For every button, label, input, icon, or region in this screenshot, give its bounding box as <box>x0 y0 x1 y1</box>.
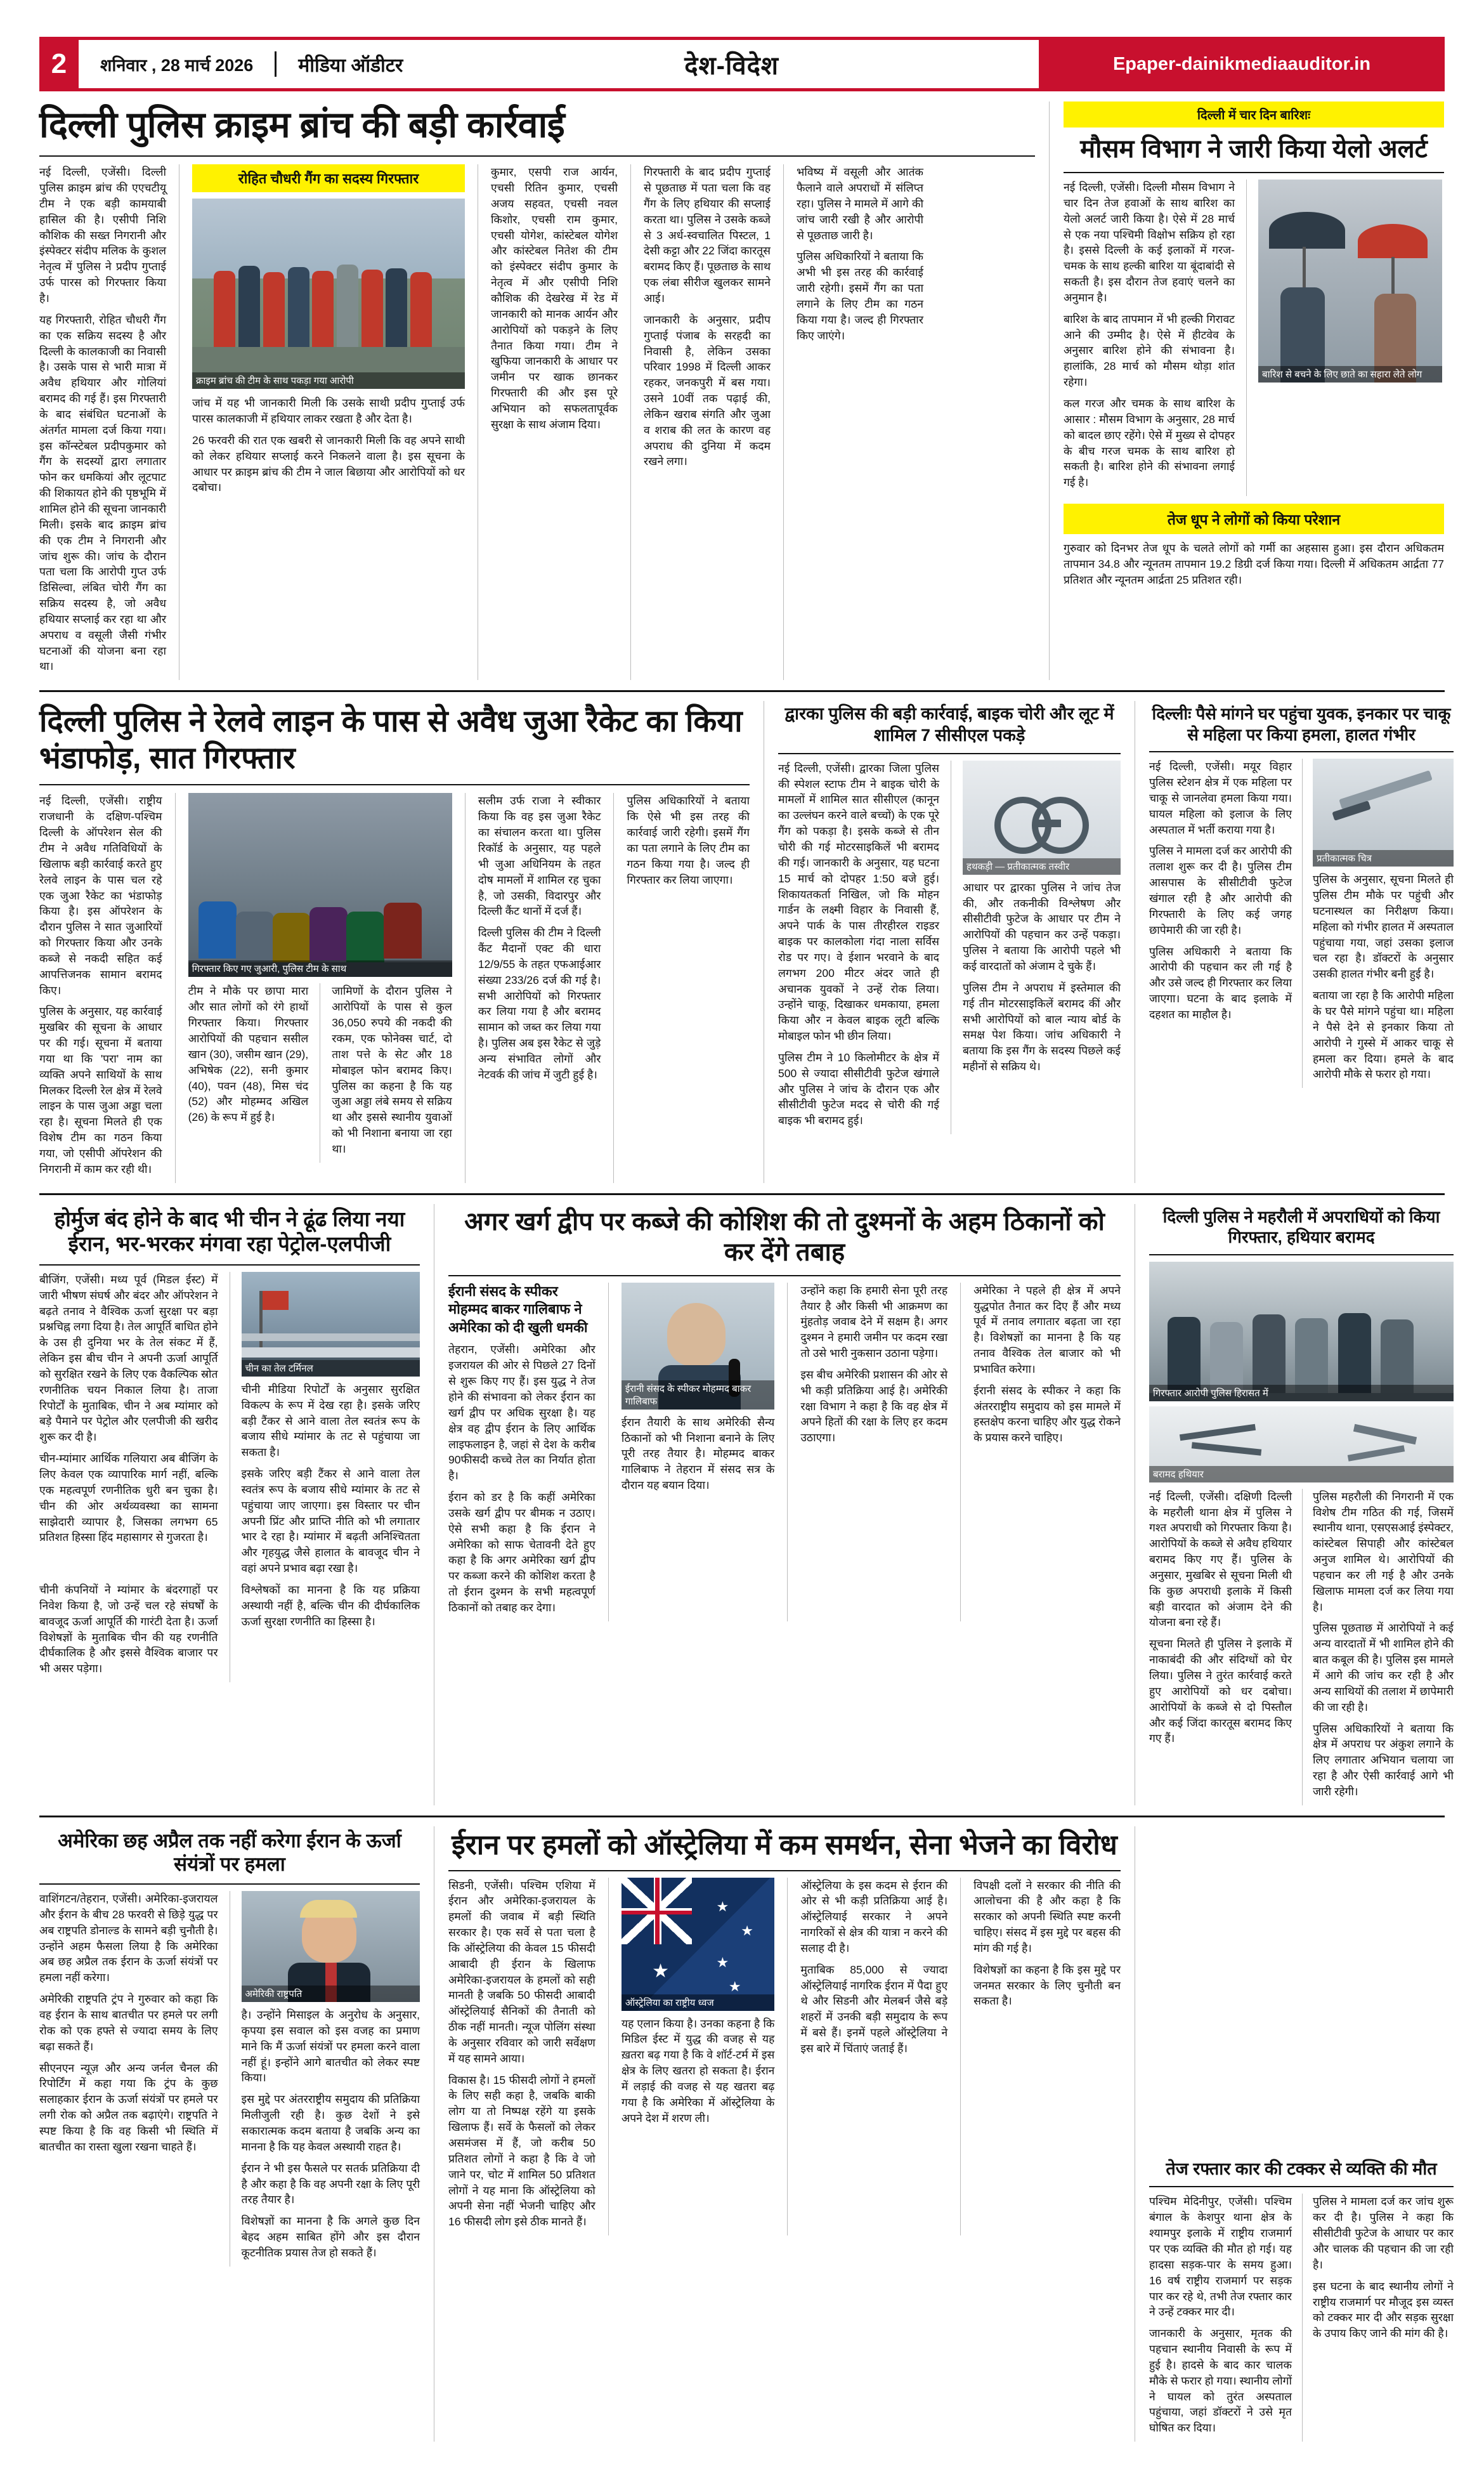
kharg-headline: अगर खर्ग द्वीप पर कब्जे की कोशिश की तो दुश्मनों के अहम ठिकानों को कर देंगे तबाह <box>464 1207 1105 1266</box>
paragraph: जानकारी के अनुसार, मृतक की पहचान स्थानीय निवासी के रूप में हुई है। हादसे के बाद कार चालक मौके से फरार हो गया। स्थानीय लोगों ने घायल को तुरंत अस्पताल पहुंचाया, जहां डॉक्टरों ने उसे मृत घोषित कर दिया। <box>1149 2327 1292 2435</box>
arrest-story <box>1149 1204 1454 1805</box>
attack-headline: दिल्लीः पैसे मांगने घर पहुंचा युवक, इनकार पर चाकू से महिला पर किया हमला, हालत गंभीर <box>1152 704 1451 744</box>
paragraph: है। उन्होंने मिसाइल के अनुरोध के अनुसार, कृपया इस सवाल को इस वजह का प्रमाण माने कि मैं ऊर्जा संयंत्रों पर हमला करने वाला नहीं हूं। इन्होंने आगे बातचीत को लेकर स्पष्ट किया। <box>241 2008 420 2084</box>
paragraph: आधार पर द्वारका पुलिस ने जांच तेज की, और तकनीकी विश्लेषण और सीसीटीवी फुटेज के आधार पर टीम ने आरोपियों की पहचान कर उन्हें पकड़ा। पुलिस ने बताया कि आरोपी पहले भी कई वारदातों को अंजाम दे चुके हैं। <box>962 880 1121 972</box>
speaker-photo <box>622 1283 775 1410</box>
accident-headline: तेज रफ्तार कार की टक्कर से व्यक्ति की मौत <box>1166 2159 1437 2178</box>
paragraph: बारिश के बाद तापमान में भी हल्की गिरावट आने की उम्मीद है। ऐसे में हीटवेव के अनुसार बारिश होने की संभावना है। हालांकि, 28 मार्च को मौसम थोड़ा शांत रहेगा। <box>1064 312 1235 389</box>
aus-col-3 <box>800 1878 947 2236</box>
paragraph: अमेरिका ने पहले ही क्षेत्र में अपने युद्धपोत तैनात कर दिए हैं और मध्य पूर्व में तनाव लगातार बढ़ता जा रहा है। विशेषज्ञों का मानना है कि यह तनाव वैश्विक तेल बाजार को भी प्रभावित करेगा। <box>973 1283 1121 1375</box>
paragraph: विशेषज्ञों का कहना है कि इस मुद्दे पर जनमत सरकार के लिए चुनौती बन सकता है। <box>973 1963 1121 2008</box>
kharg-col-2 <box>622 1283 775 1621</box>
paragraph: अमेरिकी राष्ट्रपति ट्रंप ने गुरुवार को कहा कि वह ईरान के साथ बातचीत पर हमले पर लगी रोक को एक हफ्ते से ज्यादा समय के लिए बढ़ा सकते हैं। <box>39 1993 218 2053</box>
australia-headline: ईरान पर हमलों को ऑस्ट्रेलिया में कम समर्थन, सेना भेजने का विरोध <box>452 1829 1117 1861</box>
lead-kicker: रोहित चौधरी गैंग का सदस्य गिरफ्तार <box>192 164 465 192</box>
paragraph: पुलिस पूछताछ में आरोपियों ने कई अन्य वारदातों में भी शामिल होने की बात कबूल की है। पुलिस इस मामले में आगे की जांच कर रही है और अन्य साथियों की तलाश में छापेमारी की जा रही है। <box>1313 1621 1454 1713</box>
paragraph: विपक्षी दलों ने सरकार की नीति की आलोचना की है और कहा है कि सरकार को अपनी स्थिति स्पष्ट करनी चाहिए। संसद में इस मुद्दे पर बहस की मांग की गई है। <box>973 1878 1121 1954</box>
china-col-1 <box>39 1272 218 1582</box>
paragraph: नई दिल्ली, एजेंसी। मयूर विहार पुलिस स्टेशन क्षेत्र में एक महिला पर चाकू से जानलेवा हमला किया गया। घायल महिला को इलाज के लिए अस्पताल में भर्ती कराया गया है। <box>1149 760 1292 836</box>
paragraph: यह गिरफ्तारी, रोहित चौधरी गैंग का एक सक्रिय सदस्य है और दिल्ली के कालकाजी का निवासी है। उसके पास से भारी मात्रा में अवैध हथियार और गोलियां बरामद की गई हैं। इस गिरफ्तारी के बाद संबंधित घटनाओं के अंतर्गत मामला दर्ज किया गया। इस कॉन्स्टेबल प्रदीपकुमार को गैंग के सदस्यों द्वारा लगातार फोन कर धमकियां और लूटपाट की शिकायत होने की पृष्ठभूमि में शामिल होने की सूचना जानकारी मिली। इसके बाद क्राइम ब्रांच की एक टीम ने निगरानी और जांच शुरू की। जांच के दौरान पता चला कि आरोपी गुप्त उर्फ डिसिल्वा, लंबित चोरी गैंग का सक्रिय सदस्य है, जो अवैध हथियार सप्लाई कर रहा था और अपराध व वसूली जैसी गंभीर घटनाओं की योजना बना रहा था। <box>39 313 166 673</box>
paragraph: पुलिस टीम ने 10 किलोमीटर के क्षेत्र में 500 से ज्यादा सीसीटीवी फुटेज खंगाले और पुलिस ने जांच के दौरान एक और सीसीटीवी फुटेज मदद से चोरी की गई बाइक भी बरामद हुई। <box>778 1050 939 1127</box>
paragraph: पुलिस के अनुसार, यह कार्रवाई मुखबिर की सूचना के आधार पर की गई। सूचना में बताया गया था कि 'परा' नाम का व्यक्ति अपने साथियों के साथ मिलकर दिल्ली रेल क्षेत्र में रेलवे लाइन के पास जुआ अड्डा चला रहा है। सूचना मिलते ही एक विशेष टीम का गठन किया गया, जो एसीपी ऑपरेशन की निगरानी में काम कर रही थी। <box>39 1005 162 1175</box>
weather-photo <box>1258 180 1442 383</box>
paragraph: दिल्ली पुलिस की टीम ने दिल्ली कैंट मैदानों एक्ट की धारा 12/9/55 के तहत एफआईआर संख्या 233/26 दर्ज की गई है। सभी आरोपियों को गिरफ्तार कर लिया गया है और बरामद सामान को जब्त कर लिया गया है। पुलिस अब इस रैकेट से जुड़े अन्य संभावित लोगों और नेटवर्क की जांच में जुटी हुई है। <box>478 926 601 1081</box>
paragraph: ईरान ने भी इस फैसले पर सतर्क प्रतिक्रिया दी है और कहा है कि वह अपनी रक्षा के लिए पूरी तरह तैयार है। <box>241 2161 420 2206</box>
paragraph: पुलिस अधिकारियों ने बताया कि अभी भी इस तरह की कार्रवाई जारी रहेगी। इसमें गैंग का पता लगाने के लिए टीम का गठन किया गया है। जल्द ही गिरफ्तार किए जाएंगे। <box>797 250 923 342</box>
weather-kicker: दिल्ली में चार दिन बारिशः <box>1064 101 1444 128</box>
paragraph: पश्चिम मेदिनीपुर, एजेंसी। पश्चिम बंगाल के केशपुर थाना क्षेत्र के श्यामपुर इलाके में राष्ट्रीय राजमार्ग पर एक व्यक्ति की मौत हो गई। यह हादसा सड़क-पार के समय हुआ। 16 वर्ष राष्ट्रीय राजमार्ग पर सड़क पार कर रहे थे, तभी तेज रफ्तार कार ने उन्हें टक्कर मार दी। <box>1149 2195 1292 2319</box>
paragraph: वाशिंगटन/तेहरान, एजेंसी। अमेरिका-इजरायल और ईरान के बीच 28 फरवरी से छिड़े युद्ध पर अब राष्ट्रपति डोनाल्ड के सामने बड़ी चुनौती है। उन्होंने अहम फैसला लिया है कि अमेरिका अब छह अप्रैल तक ईरान के ऊर्जा संयंत्रों पर हमला नहीं करेगा। <box>39 1892 218 1984</box>
lead-col-5 <box>797 164 923 680</box>
australia-flag-photo: ★ ★ ★ ★ ★ ऑस्ट्रेलिया का राष्ट्रीय ध्वज <box>622 1878 775 2011</box>
paragraph: विश्लेषकों का मानना है कि यह प्रक्रिया अस्थायी नहीं है, बल्कि चीन की दीर्घकालिक ऊर्जा सुरक्षा रणनीति का हिस्सा है। <box>241 1583 420 1628</box>
usa-story <box>39 1826 420 2442</box>
paragraph: ऑस्ट्रेलिया के इस कदम से ईरान की ओर से भी कड़ी प्रतिक्रिया आई है। ऑस्ट्रेलियाई सरकार ने अपने नागरिकों से क्षेत्र की यात्रा न करने की सलाह दी है। <box>800 1878 948 1954</box>
publication-date: शनिवार , 28 मार्च 2026 <box>100 55 254 75</box>
paragraph: सिडनी, एजेंसी। पश्चिम एशिया में ईरान और अमेरिका-इजरायल के हमलों की जवाब में बड़ी स्थिति सरकार है। एक सर्वे से पता चला है कि ऑस्ट्रेलिया की केवल 15 फीसदी आबादी ही ईरान के खिलाफ अमेरिका-इजरायल के हमलों को सही मानती है जबकि 50 फीसदी आबादी ऑस्ट्रेलियाई सैनिकों की तैनाती को ठीक नहीं मानती। न्यूज पोलिंग संस्था के अनुसार रविवार को जारी सर्वेक्षण में यह सामने आया। <box>448 1878 596 2065</box>
paragraph: कुमार, एसपी राज आर्यन, एचसी रितिन कुमार, एचसी अजय सहवत, एचसी नवल किशोर, एचसी राम कुमार, एचसी योगेश, कांस्टेबल योगेश और कांस्टेबल नितेश की टीम को इंस्पेक्टर संदीप कुमार के नेतृत्व में और एसीपी निशि कौशिक की देखरेख में रेड में जानकारी को मानक आर्यन और आरोपियों को पकड़ने के लिए तैनात किया गया। टीम ने खुफिया जानकारी के आधार पर जमीन पर खाक छानकर गिरफ्तारी की और इस पूरे अभियान को सफलतापूर्वक सुरक्षा के साथ अंजाम दिया। <box>491 166 618 431</box>
photo-caption: प्रतीकात्मक चित्र <box>1313 850 1454 867</box>
attack-story <box>1149 701 1454 1182</box>
lead-col-4 <box>644 164 771 680</box>
paragraph: पुलिस टीम ने अपराध में इस्तेमाल की गई तीन मोटरसाइकिलें बरामद कीं और सभी आरोपियों को बाल न्याय बोर्ड के समक्ष पेश किया। जांच अधिकारी ने बताया कि इस गैंग के सदस्य पिछले कई महीनों से सक्रिय थे। <box>962 981 1121 1073</box>
paragraph: सीएनएन न्यूज़ और अन्य जर्नल चैनल की रिपोर्टिंग में कहा गया कि ट्रंप के कुछ सलाहकार ईरान के ऊर्जा संयंत्रों पर हमले पर लगी रोक को अप्रैल तक बढ़ाएंगे। राष्ट्रपति ने स्पष्ट किया है कि वह किसी भी स्थिति में बातचीत का रास्ता खुला रखना चाहते हैं। <box>39 2061 218 2153</box>
section-title: देश-विदेश <box>684 51 779 80</box>
kharg-col-1 <box>448 1283 596 1621</box>
aus-col-4 <box>973 1878 1121 2236</box>
paragraph: नई दिल्ली, एजेंसी। राष्ट्रीय राजधानी के दक्षिण-पश्चिम दिल्ली के ऑपरेशन सेल की टीम ने अवैध गतिविधियों के खिलाफ बड़ी कार्रवाई करते हुए रेलवे लाइन के पास चल रहे एक जुआ रैकेट का भंडाफोड़ किया है। इस ऑपरेशन के दौरान पुलिस ने सात जुआरियों को गिरफ्तार किया और उनके कब्जे से नकदी सहित कई आपत्तिजनक सामान बरामद किए। <box>39 794 162 997</box>
lead-col-2 <box>192 164 465 680</box>
paragraph: नई दिल्ली, एजेंसी। द्वारका जिला पुलिस की स्पेशल स्टाफ टीम ने बाइक चोरी के मामलों में शामिल सात सीसीएल (कानून का उल्लंघन करने वाले बच्चों) के एक पूरे गैंग को पकड़ा है। इसके कब्जे से तीन चोरी की गई मोटरसाइकिलें भी बरामद की गई। जानकारी के अनुसार, यह घटना 15 मार्च को दोपहर 1:50 बजे हुई। शिकायतकर्ता निखिल, जो कि मोहन गार्डन के लक्ष्मी विहार के निवासी हैं, अपने पार्क के पास तीरहीरल राइडर बाइक पर कालकोला गंदा नाला सर्विस रोड पर गए। वे ईशान भरवाने के बाद लगभग 200 मीटर अंदर जाते ही अचानक युवकों ने उन्हें रोक लिया। उन्होंने चाकू, दिखाकर धमकाया, हमला किया और न केवल बाइक लूटी बल्कि मोबाइल फोन भी छीन लिया। <box>778 761 939 1043</box>
paragraph: सलीम उर्फ राजा ने स्वीकार किया कि वह इस जुआ रैकेट का संचालन करता था। पुलिस रिकॉर्ड के अनुसार, यह पहले भी जुआ अधिनियम के तहत दोष मामलों में शामिल रह चुका है, जो उसकी, विदारपुर और दिल्ली कैंट थानों में दर्ज हैं। <box>478 794 601 918</box>
paragraph: गुरुवार को दिनभर तेज धूप के चलते लोगों को गर्मी का अहसास हुआ। इस दौरान अधिकतम तापमान 34.8 और न्यूनतम तापमान 19.2 डिग्री दर्ज किया गया। दिल्ली में अधिकतम आर्द्रता 77 प्रतिशत और न्यूनतम आर्द्रता 25 प्रतिशत रही। <box>1064 542 1444 586</box>
attack-col-1 <box>1149 759 1292 1088</box>
weather-col-1 <box>1064 180 1235 496</box>
paragraph: भविष्य में वसूली और आतंक फैलाने वाले अपराधों में संलिप्त रहा। पुलिस ने मामले में आगे की जांच जारी रखी है और आरोपी से पूछताछ जारी है। <box>797 166 923 242</box>
bottom-block <box>39 1826 1454 2442</box>
paragraph: टीम ने मौके पर छापा मारा और सात लोगों को रंगे हाथों गिरफ्तार किया। गिरफ्तार आरोपियों की पहचान ससील खान (30), जसीम खान (29), अभिषेक (22), सनी कुमार (40), पवन (48), मिस चंद (52) और मोहम्मद अखिल (26) के रूप में हुई है। <box>188 985 309 1124</box>
paragraph: जांच में यह भी जानकारी मिली कि उसके साथी प्रदीप गुप्ताई उर्फ पारस कालकाजी में हथियार लाकर रखता है और देता है। <box>192 396 465 426</box>
paragraph: पुलिस महरौली की निगरानी में एक विशेष टीम गठित की गई, जिसमें स्थानीय थाना, एसएसआई इंस्पेक्टर, कांस्टेबल सिपाही और कांस्टेबल अनुज शामिल थे। आरोपियों की पहचान कर ली गई है और उनके खिलाफ मामला दर्ज कर लिया गया है। <box>1313 1489 1454 1613</box>
paragraph: विशेषज्ञों का मानना है कि अगले कुछ दिन बेहद अहम साबित होंगे और इस दौरान कूटनीतिक प्रयास तेज हो सकते हैं। <box>241 2215 420 2259</box>
gambling-col-4 <box>627 793 750 1182</box>
paragraph: विकास है। 15 फीसदी लोगों ने हमलों के लिए सही कहा है, जबकि बाकी लोग या तो निष्पक्ष रहेंगे या इसके खिलाफ हैं। सर्वे के फैसलों को लेकर असमंजस में हैं, जो करीब 50 प्रतिशत लोगों ने कहा है कि वे जो जाने पर, चोट में शामिल 50 प्रतिशत लोगों ने यह माना कि ऑस्ट्रेलिया को अपनी सेना नहीं भेजनी चाहिए और 16 फीसदी लोग इसे ठीक मानते हैं। <box>448 2073 596 2228</box>
handcuffs-photo <box>963 761 1121 875</box>
paragraph: नई दिल्ली, एजेंसी। दिल्ली पुलिस क्राइम ब्रांच की एएचटीयू टीम ने एक बड़ी कामयाबी हासिल की है। एसीपी निशि कौशिक की सख्त निगरानी और इंस्पेक्टर संदीप मलिक के कुशल नेतृत्व में पुलिस ने प्रदीप गुप्ताई उर्फ पारस को गिरफ्तार किया है। <box>39 166 166 304</box>
paragraph: चीनी मीडिया रिपोर्टों के अनुसार सुरक्षित विकल्प के रूप में देख रहा है। इसके जरिए बड़ी टैंकर से आने वाला तेल स्वतंत्र रूप के बजाय सीधे म्यांमार के तट से पहुंचाया जा सकता है। <box>241 1382 420 1459</box>
paragraph: जामिणों के दौरान पुलिस ने आरोपियों के पास से कुल 36,050 रुपये की नकदी की रकम, एक फोनेक्स चार्ट, दो ताश पत्ते के सेट और 18 मोबाइल फोन बरामद किए। पुलिस का कहना है कि यह जुआ अड्डा लंबे समय से सक्रिय था और इससे स्थानीय युवाओं को भी निशाना बनाया जा रहा था। <box>332 985 452 1155</box>
brand-name: मीडिया ऑडीटर <box>298 55 403 76</box>
paragraph: नई दिल्ली, एजेंसी। दक्षिणी दिल्ली के महरौली थाना क्षेत्र में पुलिस ने गश्त अपराधी को गिरफ्तार किया है। आरोपियों के कब्जे से अवैध हथियार बरामद किए गए हैं। पुलिस के अनुसार, मुखबिर से सूचना मिली थी कि कुछ अपराधी इलाके में किसी बड़ी वारदात को अंजाम देने की योजना बना रहे हैं। <box>1149 1489 1292 1629</box>
photo-caption: ऑस्ट्रेलिया का राष्ट्रीय ध्वज <box>622 1994 775 2011</box>
paragraph: चीन-म्यांमार आर्थिक गलियारा अब बीजिंग के लिए केवल एक व्यापारिक मार्ग नहीं, बल्कि एक महत्वपूर्ण रणनीतिक धुरी बन चुका है। चीन की ओर अर्थव्यवस्था का सामना साझेदारी व्यापार है, जिसका लगभग 65 प्रतिशत हिस्सा हिंद महासागर से गुजरता है। <box>39 1452 218 1544</box>
gambling-headline: दिल्ली पुलिस ने रेलवे लाइन के पास से अवैध जुआ रैकेट का किया भंडाफोड़, सात गिरफ्तार <box>39 705 743 775</box>
paragraph: पुलिस अधिकारियों ने बताया कि क्षेत्र में अपराध पर अंकुश लगाने के लिए लगातार अभियान चलाया जा रहा है और ऐसी कार्रवाई आगे भी जारी रहेगी। <box>1313 1722 1454 1798</box>
paragraph: बीजिंग, एजेंसी। मध्य पूर्व (मिडल ईस्ट) में जारी भीषण संघर्ष और बंदर और ऑपरेशन ने बढ़ते तनाव ने वैश्विक ऊर्जा सुरक्षा पर बड़ा प्रश्नचिह्न लगा दिया है। तेल आपूर्ति बाधित होने के उस ही दुनिया भर के तेल संकट में हैं, लेकिन इस बीच चीन ने अपनी ऊर्जा आपूर्ति को सुरक्षित रखने के लिए एक वैकल्पिक स्रोत रणनीतिक चयन निकाल लिया है। ताजा रिपोर्टों के मुताबिक, चीन ने अब म्यांमार को बड़े पैमाने पर पेट्रोल और एलपीजी की खरीद शुरू कर दी है। <box>39 1273 218 1444</box>
paragraph: ईरानी संसद के स्पीकर ने कहा कि अंतरराष्ट्रीय समुदाय को इस मामले में हस्तक्षेप करना चाहिए और युद्ध रोकने के प्रयास करने चाहिए। <box>973 1384 1121 1444</box>
photo-caption: बारिश से बचने के लिए छाते का सहारा लेते लोग <box>1258 366 1442 383</box>
photo-caption: बरामद हथियार <box>1149 1466 1454 1482</box>
photo-caption: गिरफ्तार आरोपी पुलिस हिरासत में <box>1149 1385 1454 1401</box>
paragraph: ईरान को डर है कि कहीं अमेरिका उसके खर्ग द्वीप पर बीमक न उठाए। ऐसे सभी कहा है कि ईरान ने अमेरिका को साफ चेतावनी देते हुए कहा है कि अगर अमेरिका खर्ग द्वीप पर कब्जा करने की कोशिश करता है तो ईरान दुश्मन के सभी महत्वपूर्ण ठिकानों को तबाह कर देगा। <box>448 1491 596 1614</box>
china-headline: होर्मुज बंद होने के बाद भी चीन ने ढूंढ लिया नया ईरान, भर-भरकर मंगवा रहा पेट्रोल-एलपीजी <box>54 1207 405 1256</box>
china-photo <box>242 1272 420 1377</box>
usa-photo <box>242 1891 420 2002</box>
paragraph: कल गरज और चमक के साथ बारिश के आसार : मौसम विभाग के अनुसार, 28 मार्च को बादल छाए रहेंगे। ऐसे में मुख्य से दोपहर के बीच गरज चमक के साथ बारिश हो सकती है। बारिश होने की संभावना लगाई गई है। <box>1064 396 1235 489</box>
gambling-col-1 <box>39 793 162 1182</box>
kharg-subkicker: ईरानी संसद के स्पीकर मोहम्मद बाकर गालिबाफ ने अमेरिका को दी खुली धमकी <box>448 1283 588 1335</box>
paragraph: नई दिल्ली, एजेंसी। दिल्ली मौसम विभाग ने चार दिन तेज हवाओं के साथ बारिश का येलो अलर्ट जारी किया है। ऐसे में 28 मार्च से एक नया पश्चिमी विक्षोभ सक्रिय हो रहा है। इससे दिल्ली के कई इलाकों में गरज-चमक के साथ हल्की बारिश या बूंदाबांदी से सकती है। इस दौरान तेज हवाएं चलने का अनुमान है। <box>1064 181 1235 304</box>
usa-headline: अमेरिका छह अप्रैल तक नहीं करेगा ईरान के ऊर्जा संयंत्रों पर हमला <box>58 1829 401 1875</box>
attack-col-2 <box>1313 759 1454 1088</box>
paragraph: इसके जरिए बड़ी टैंकर से आने वाला तेल स्वतंत्र रूप के बजाय सीधे म्यांमार के तट से पहुंचाया जाए जाएगा। इस विस्तार पर चीन अपनी प्रिंट और प्राप्ति नीति को भी लगातार भार दे रहा है। म्यांमार में बढ़ती अनिश्चितता और गृहयुद्ध जैसे हालात के बावजूद चीन ने वहां अपने प्रभाव बढ़ा रखा है। <box>241 1467 420 1575</box>
second-block <box>39 701 1454 1182</box>
aus-col-1 <box>448 1878 596 2236</box>
weather-headline: मौसम विभाग ने जारी किया येलो अलर्ट <box>1080 135 1428 163</box>
photo-caption: चीन का तेल टर्मिनल <box>242 1360 420 1377</box>
dwarka-col-2 <box>963 761 1121 1134</box>
paragraph: मुताबिक 85,000 से ज्यादा ऑस्ट्रेलियाई नागरिक ईरान में पैदा हुए थे और सिडनी और मेलबर्न जैसे बड़े शहरों में उनकी बड़ी समुदाय के रूप में बसे हैं। इनमें पहले ऑस्ट्रेलिया ने इस बारे में चिंताएं जताई हैं। <box>800 1963 948 2055</box>
paragraph: जानकारी के अनुसार, प्रदीप गुप्ताई पंजाब के सरहदी का निवासी है, लेकिन उसका परिवार 1998 में दिल्ली आकर रहकर, जनकपुरी में बस गया। उसने 10वीं तक पढ़ाई की, लेकिन खराब संगति और जुआ व शराब की लत के कारण वह अपराध की दुनिया में कदम रखने लगा। <box>644 313 771 468</box>
paragraph: इस घटना के बाद स्थानीय लोगों ने राष्ट्रीय राजमार्ग पर मौजूद इस व्यस्त को टक्कर मार दी और सड़क सुरक्षा के उपाय किए जाने की मांग की है। <box>1313 2279 1454 2340</box>
third-block <box>39 1204 1454 1805</box>
weather-story <box>1064 101 1444 680</box>
usa-col-2 <box>242 1891 420 2267</box>
paragraph: सूचना मिलते ही पुलिस ने इलाके में नाकाबंदी की और संदिग्धों को घेर लिया। पुलिस ने तुरंत कार्रवाई करते हुए आरोपियों को धर दबोचा। आरोपियों के कब्जे से दो पिस्तौल और कई जिंदा कारतूस बरामद किए गए हैं। <box>1149 1637 1292 1745</box>
photo-caption: हथकड़ी — प्रतीकात्मक तस्वीर <box>963 858 1121 875</box>
paragraph: गिरफ्तारी के बाद प्रदीप गुप्ताई से पूछताछ में पता चला कि वह गैंग के लिए हथियार की सप्लाई करता था। पुलिस ने उसके कब्जे से 3 अर्ध-स्वचालित पिस्टल, 1 देसी कट्टा और 22 जिंदा कारतूस बरामद किए हैं। पूछताछ के साथ एक लंबा सीरीज खुलकर सामने आई। <box>644 166 771 304</box>
gambling-photo <box>188 793 452 977</box>
masthead <box>39 37 1445 91</box>
paragraph: बताया जा रहा है कि आरोपी महिला के घर पैसे मांगने पहुंचा था। महिला ने पैसे देने से इनकार किया तो आरोपी ने गुस्से में आकर चाकू से हमला कर दिया। हमले के बाद आरोपी मौके से फरार हो गया। <box>1313 989 1454 1081</box>
lead-story <box>39 101 1035 680</box>
kharg-story <box>448 1204 1121 1805</box>
paragraph: पुलिस ने मामला दर्ज कर आरोपी की तलाश शुरू कर दी है। पुलिस टीम आसपास के सीसीटीवी फुटेज खंगाल रही है और आरोपी की गिरफ्तारी के लिए कई जगह छापेमारी की जा रही है। <box>1149 844 1292 936</box>
paragraph: 26 फरवरी की रात एक खबरी से जानकारी मिली कि वह अपने साथी को लेकर हथियार सप्लाई करने निकलने वाला है। इस सूचना के आधार पर क्राइम ब्रांच की टीम ने जाल बिछाया और आरोपियों को धर दबोचा। <box>192 433 465 494</box>
dwarka-headline: द्वारका पुलिस की बड़ी कार्रवाई, बाइक चोरी और लूट में शामिल 7 सीसीएल पकड़े <box>784 704 1114 745</box>
paragraph: इस मुद्दे पर अंतरराष्ट्रीय समुदाय की प्रतिक्रिया मिलीजुली रही है। कुछ देशों ने इसे सकारात्मक कदम बताया है जबकि अन्य का मानना है कि यह केवल अस्थायी राहत है। <box>241 2093 420 2153</box>
gambling-col-2 <box>188 793 452 1182</box>
weather-col-2 <box>1258 180 1442 496</box>
photo-caption: ईरानी संसद के स्पीकर मोहम्मद बाकर गालिबाफ <box>622 1380 775 1410</box>
australia-story <box>448 1826 1121 2442</box>
kharg-col-3 <box>800 1283 947 1621</box>
dwarka-col-1 <box>778 761 939 1134</box>
paragraph: पुलिस अधिकारियों ने बताया कि ऐसे भी इस तरह की कार्रवाई जारी रहेगी। इसमें गैंग का पता लगाने के लिए टीम का गठन किया गया है। जल्द ही गिरफ्तार कर लिया जाएगा। <box>627 794 750 886</box>
paragraph: इस बीच अमेरिकी प्रशासन की ओर से भी कड़ी प्रतिक्रिया आई है। अमेरिकी रक्षा विभाग ने कहा है कि वह क्षेत्र में अपने हितों की रक्षा के लिए हर कदम उठाएगा। <box>800 1368 948 1444</box>
lead-col-1 <box>39 164 166 680</box>
usa-col-1 <box>39 1891 218 2267</box>
dwarka-story <box>778 701 1121 1182</box>
lead-headline: दिल्ली पुलिस क्राइम ब्रांच की बड़ी कार्रवाई <box>39 105 565 145</box>
lead-col-3 <box>491 164 618 680</box>
knife-photo <box>1313 759 1454 867</box>
weather-yellow-note: तेज धूप ने लोगों को किया परेशान <box>1064 504 1444 534</box>
arrest-photo <box>1149 1262 1454 1401</box>
photo-caption: अमेरिकी राष्ट्रपति <box>242 1986 420 2002</box>
photo-caption: क्राइम ब्रांच की टीम के साथ पकड़ा गया आरोपी <box>192 372 465 389</box>
gambling-story <box>39 701 750 1182</box>
gambling-col-3 <box>478 793 601 1182</box>
arrest-headline: दिल्ली पुलिस ने महरौली में अपराधियों को किया गिरफ्तार, हथियार बरामद <box>1162 1207 1440 1247</box>
photo-caption: गिरफ्तार किए गए जुआरी, पुलिस टीम के साथ <box>188 960 452 977</box>
kharg-col-4 <box>973 1283 1121 1621</box>
china-story <box>39 1204 420 1805</box>
aus-col-2 <box>622 1878 775 2236</box>
weapons-photo <box>1149 1406 1454 1482</box>
paragraph: पुलिस ने मामला दर्ज कर जांच शुरू कर दी है। पुलिस ने कहा कि सीसीटीवी फुटेज के आधार पर कार और चालक की पहचान की जा रही है। <box>1313 2195 1454 2271</box>
accident-story <box>1149 1826 1454 2442</box>
paragraph: उन्होंने कहा कि हमारी सेना पूरी तरह तैयार है और किसी भी आक्रमण का मुंहतोड़ जवाब देने में सक्षम है। अगर दुश्मन ने हमारी जमीन पर कदम रखा तो उसे भारी नुकसान उठाना पड़ेगा। <box>800 1283 948 1360</box>
paragraph: पुलिस अधिकारी ने बताया कि आरोपी की पहचान कर ली गई है और उसे जल्द ही गिरफ्तार कर लिया जाएगा। घटना के बाद इलाके में दहशत का माहौल है। <box>1149 945 1292 1021</box>
china-col-2 <box>242 1272 420 1582</box>
website-url[interactable]: Epaper-dainikmediaauditor.in <box>1039 40 1445 88</box>
paragraph: ईरान तैयारी के साथ अमेरिकी सैन्य ठिकानों को भी निशाना बनाने के लिए पूरी तरह तैयार है। मोहम्मद बाकर गालिबाफ ने तेहरान में संसद सत्र के दौरान यह बयान दिया। <box>621 1415 775 1492</box>
top-block <box>39 101 1445 680</box>
page-number: 2 <box>39 40 79 88</box>
paragraph: पुलिस के अनुसार, सूचना मिलते ही पुलिस टीम मौके पर पहुंची और घटनास्थल का निरीक्षण किया। महिला को गंभीर हालत में अस्पताल पहुंचाया गया, जहां उसका इलाज चल रहा है। डॉक्टरों के अनुसार उसकी हालत गंभीर बनी हुई है। <box>1313 873 1454 981</box>
paragraph: यह एलान किया है। उनका कहना है कि मिडिल ईस्ट में युद्ध की वजह से यह ख़तरा बढ़ गया है कि वे शॉर्ट-टर्म में इस क्षेत्र के लिए खतरा हो सकता है। ईरान में लड़ाई की वजह से यह खतरा बढ़ गया है कि अमेरिका में ऑस्ट्रेलिया के अपने देश में शरण ली। <box>621 2017 775 2124</box>
paragraph: तेहरान, एजेंसी। अमेरिका और इजरायल की ओर से पिछले 27 दिनों से शुरू किए गए हैं। इस युद्ध ने तेज होने की संभावना को लेकर ईरान का खर्ग द्वीप पर अधिक सुरक्षा है। यह क्षेत्र वह द्वीप ईरान के लिए आर्थिक लाइफलाइन है, जहां से देश के करीब 90फीसदी कच्चे तेल का निर्यात होता है। <box>448 1343 596 1482</box>
paragraph: चीनी कंपनियों ने म्यांमार के बंदरगाहों पर निवेश किया है, जो उन्हें चल रहे संघर्षों के बावजूद ऊर्जा आपूर्ति की गारंटी देता है। ऊर्जा विशेषज्ञों के मुताबिक चीन की यह रणनीति दीर्घकालिक है और इससे वैश्विक बाजार पर भी असर पड़ेगा। <box>39 1583 218 1675</box>
lead-photo <box>192 199 465 389</box>
